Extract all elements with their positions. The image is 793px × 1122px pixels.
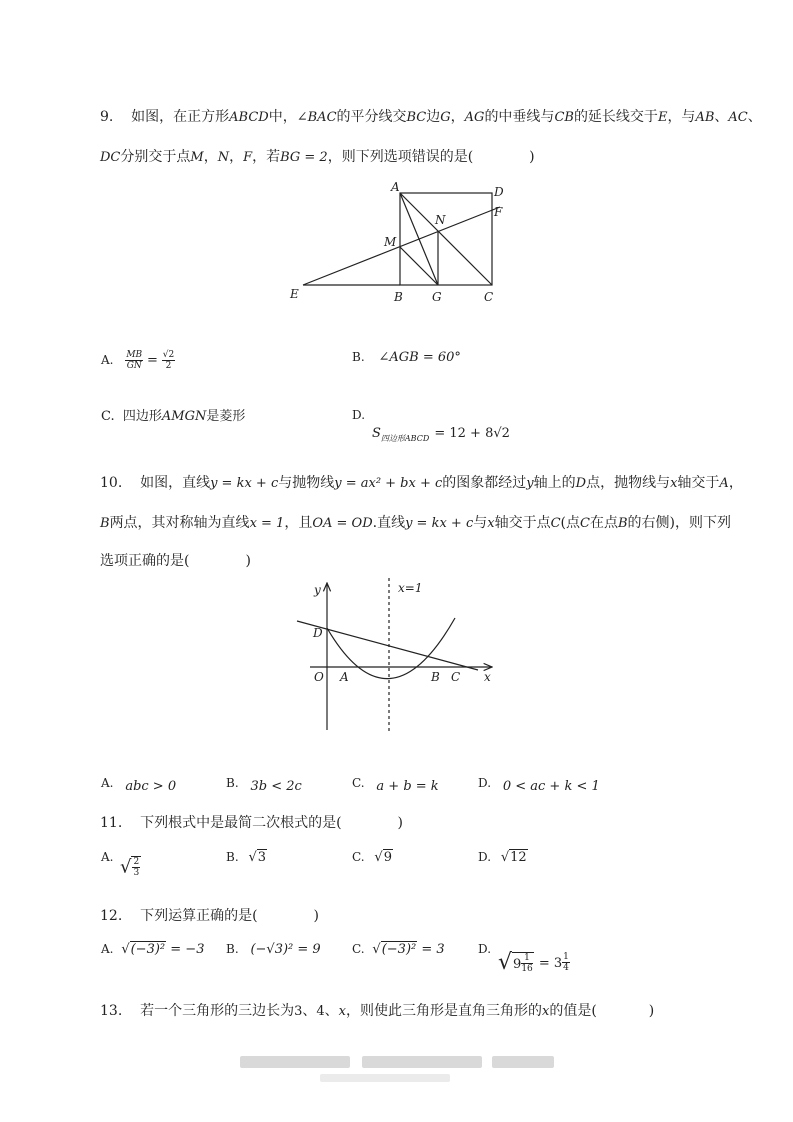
option-text: 是菱形 bbox=[206, 409, 246, 424]
q10-text: 轴交于 bbox=[677, 475, 720, 491]
q13-text: ) bbox=[648, 1003, 655, 1019]
label-y: y bbox=[314, 583, 321, 597]
q10-math: y = kx + c bbox=[210, 476, 279, 491]
q11-option-d: D. √12 bbox=[478, 850, 527, 865]
q9-text: 中， bbox=[268, 109, 297, 125]
q12-option-d-formula bbox=[498, 950, 570, 975]
q9-line-2 bbox=[100, 148, 535, 167]
radicand: 3 bbox=[257, 850, 267, 865]
label-m: M bbox=[384, 235, 397, 249]
label-e: E bbox=[290, 287, 299, 301]
option-math: AMGN bbox=[161, 409, 207, 424]
label-d: D bbox=[494, 185, 504, 199]
fraction-numerator: MB bbox=[126, 350, 143, 360]
q9-math: DC bbox=[100, 150, 121, 165]
option-letter: D. bbox=[478, 776, 492, 790]
label-b: B bbox=[431, 670, 440, 684]
option-letter: A. bbox=[101, 776, 114, 790]
q12-option-c: C. √(−3)² = 3 bbox=[352, 942, 445, 957]
q9-math: CB bbox=[554, 110, 574, 125]
q10-option-b bbox=[226, 776, 302, 794]
q9-math: G bbox=[440, 110, 451, 125]
q9-text: 的延长线交于 bbox=[573, 109, 658, 125]
q13-math: 4 bbox=[316, 1004, 325, 1019]
fraction-denominator: 2 bbox=[165, 361, 172, 371]
q9-text: ，若 bbox=[252, 149, 281, 165]
q10-line-2 bbox=[100, 514, 731, 533]
q13-line-1 bbox=[100, 1002, 654, 1021]
q11-option-c: C. √9 bbox=[352, 850, 392, 865]
q10-math: A bbox=[719, 476, 729, 491]
q9-geometry-figure bbox=[285, 178, 515, 306]
q10-text: ) bbox=[245, 553, 251, 569]
sqrt-symbol: √ bbox=[498, 950, 513, 975]
label-a: A bbox=[340, 670, 349, 684]
diagonal-ac bbox=[400, 193, 492, 285]
q9-text: ，则下列选项错误的是( bbox=[327, 149, 474, 165]
line-dc bbox=[297, 621, 478, 670]
q9-option-c bbox=[101, 408, 245, 426]
label-a: A bbox=[391, 180, 400, 194]
q10-text: 与抛物线 bbox=[278, 475, 335, 491]
q9-math: ABCD bbox=[229, 110, 269, 125]
radicand: 12 bbox=[510, 850, 527, 865]
radicand: (−3)² bbox=[130, 942, 166, 957]
q10-text: 两点，其对称轴为直线 bbox=[109, 515, 250, 531]
q10-math: C bbox=[550, 516, 561, 531]
q10-text: .直线 bbox=[372, 515, 406, 531]
q10-math: y = ax² + bx + c bbox=[334, 476, 443, 491]
q9-math: AB bbox=[695, 110, 715, 125]
fraction-denominator: GN bbox=[126, 361, 142, 371]
q13-text: 的值是( bbox=[549, 1003, 597, 1019]
q9-text: 边 bbox=[426, 109, 441, 125]
label-x-equals-1: x=1 bbox=[398, 581, 423, 595]
q10-math: y bbox=[526, 476, 534, 491]
q12-text: ) bbox=[313, 908, 320, 924]
q10-text: 如图，直线 bbox=[140, 475, 211, 491]
q9-option-d-formula bbox=[372, 422, 510, 444]
q10-text: 选项正确的是( bbox=[100, 553, 190, 569]
option-letter: A. bbox=[101, 850, 114, 864]
q13-math: x bbox=[541, 1004, 550, 1019]
q10-math: OA = OD bbox=[312, 516, 373, 531]
q10-option-d bbox=[478, 776, 600, 794]
option-letter: B. bbox=[226, 942, 239, 956]
q9-math: AC bbox=[728, 110, 748, 125]
q10-line-1 bbox=[100, 474, 743, 493]
fraction-numerator: 1 bbox=[563, 952, 569, 962]
option-letter: B. bbox=[226, 776, 239, 790]
area-symbol: S bbox=[372, 426, 381, 441]
q10-math: C bbox=[580, 516, 590, 531]
q10-graph-figure bbox=[290, 576, 500, 736]
q9-text: 、 bbox=[714, 109, 729, 125]
label-x: x bbox=[484, 670, 491, 684]
mixed-integer: 9 bbox=[513, 956, 522, 972]
q11-option-a bbox=[101, 850, 113, 864]
q12-line-1 bbox=[100, 907, 319, 925]
q9-text: 如图，在正方形 bbox=[131, 109, 230, 125]
fraction-root2-2 bbox=[162, 350, 175, 371]
label-c: C bbox=[484, 290, 494, 304]
q12-number: 12. bbox=[100, 908, 123, 924]
option-text: a + b = k bbox=[376, 779, 439, 794]
q9-text: 的中垂线与 bbox=[484, 109, 555, 125]
blur-block bbox=[240, 1056, 350, 1068]
radicand: (−3)² bbox=[381, 942, 417, 957]
option-letter: B. bbox=[226, 850, 239, 864]
fraction-denominator: 16 bbox=[521, 963, 533, 974]
q10-math: B bbox=[100, 516, 110, 531]
q13-text: 若一个三角形的三边长为 bbox=[140, 1003, 295, 1019]
q9-text: ， bbox=[450, 109, 465, 125]
label-c: C bbox=[451, 670, 461, 684]
q13-number: 13. bbox=[100, 1003, 123, 1019]
option-letter: A. bbox=[101, 353, 114, 367]
q9-math: BC bbox=[406, 110, 427, 125]
option-letter: C. bbox=[352, 942, 365, 956]
q13-text: 、 bbox=[302, 1003, 317, 1019]
q9-option-d bbox=[352, 408, 365, 422]
q10-text: 点，抛物线与 bbox=[586, 475, 671, 491]
label-b: B bbox=[394, 290, 403, 304]
blur-block bbox=[362, 1056, 482, 1068]
q9-text: 的平分线交 bbox=[336, 109, 407, 125]
blur-block bbox=[492, 1056, 554, 1068]
option-letter: A. bbox=[101, 942, 114, 956]
fraction-1-4 bbox=[562, 952, 570, 973]
q11-option-a-formula bbox=[120, 856, 141, 878]
option-text: (−√3)² = 9 bbox=[250, 942, 321, 957]
q9-number: 9. bbox=[100, 109, 114, 125]
q10-text: 在点 bbox=[589, 515, 618, 531]
q10-text: 轴交于点 bbox=[494, 515, 551, 531]
q11-text: ) bbox=[397, 815, 404, 831]
q10-text: 的右侧)，则下列 bbox=[627, 515, 731, 531]
q9-text: ) bbox=[529, 149, 535, 165]
option-letter: C. bbox=[352, 776, 365, 790]
q9-math: F bbox=[243, 150, 253, 165]
q9-option-a bbox=[101, 350, 175, 371]
radicand: 9 bbox=[383, 850, 392, 865]
q11-number: 11. bbox=[100, 815, 123, 831]
q13-text: 、 bbox=[324, 1003, 339, 1019]
q13-math: 3 bbox=[294, 1004, 303, 1019]
q11-line-1 bbox=[100, 814, 403, 832]
q10-math: B bbox=[617, 516, 628, 531]
q9-text: ，与 bbox=[667, 109, 696, 125]
q10-text: 轴上的 bbox=[533, 475, 576, 491]
fraction-denominator: 4 bbox=[563, 963, 569, 973]
q9-math: M bbox=[190, 150, 204, 165]
option-letter: D. bbox=[478, 942, 492, 956]
option-text: = 12 + 8√2 bbox=[434, 426, 510, 441]
fraction-numerator: √2 bbox=[162, 350, 175, 360]
q9-math: BG = 2 bbox=[280, 150, 328, 165]
q9-text: ， bbox=[229, 149, 244, 165]
perpendicular-bisector-ef bbox=[303, 207, 500, 285]
q9-text: 、 bbox=[747, 109, 762, 125]
q9-option-b bbox=[352, 350, 461, 365]
area-subscript: 四边形ABCD bbox=[380, 434, 430, 443]
option-text: = −3 bbox=[170, 942, 205, 957]
option-text: = 3 bbox=[538, 956, 563, 971]
q12-option-d bbox=[478, 942, 491, 956]
q10-math: D bbox=[575, 476, 587, 491]
q13-text: ，则使此三角形是直角三角形的 bbox=[345, 1003, 542, 1019]
q10-option-a bbox=[101, 776, 177, 794]
q10-text: 的图象都经过 bbox=[442, 475, 527, 491]
option-text: 四边形 bbox=[122, 409, 162, 424]
label-f: F bbox=[494, 205, 503, 219]
fraction-numerator: 2 bbox=[133, 857, 140, 867]
q9-math: E bbox=[657, 110, 668, 125]
segment-mg bbox=[400, 247, 438, 285]
q9-text: ， bbox=[203, 149, 218, 165]
q10-text: (点 bbox=[560, 515, 580, 531]
q12-option-a: A. √(−3)² = −3 bbox=[101, 942, 205, 957]
option-letter: D. bbox=[352, 408, 366, 422]
label-g: G bbox=[432, 290, 442, 304]
fraction-1-16 bbox=[521, 953, 532, 974]
q10-option-c bbox=[352, 776, 439, 794]
blur-block bbox=[320, 1074, 450, 1082]
q10-math: x = 1 bbox=[249, 516, 285, 531]
q9-math: AG bbox=[464, 110, 485, 125]
fraction-numerator: 1 bbox=[521, 953, 532, 964]
equals-sign: = bbox=[146, 353, 158, 368]
q12-option-b bbox=[226, 942, 321, 957]
q9-math: ∠BAC bbox=[296, 110, 337, 125]
option-text: ∠AGB = 60° bbox=[378, 350, 461, 365]
fraction-mb-gn bbox=[125, 350, 143, 371]
option-letter: D. bbox=[478, 850, 492, 864]
q10-math: y = kx + c bbox=[405, 516, 474, 531]
option-text: 3b < 2c bbox=[250, 779, 302, 794]
q10-number: 10. bbox=[100, 475, 123, 491]
option-text: abc > 0 bbox=[125, 779, 177, 794]
q10-math: x bbox=[670, 476, 678, 491]
fraction-2-3 bbox=[131, 856, 141, 878]
q12-text: 下列运算正确的是( bbox=[140, 908, 258, 924]
q10-text: ， bbox=[728, 475, 743, 491]
q10-line-3 bbox=[100, 552, 251, 570]
q13-math: x bbox=[338, 1004, 346, 1019]
q9-text: 分别交于点 bbox=[120, 149, 191, 165]
q10-text: ，且 bbox=[284, 515, 313, 531]
q9-math: N bbox=[217, 150, 230, 165]
option-text: 0 < ac + k < 1 bbox=[502, 779, 600, 794]
sqrt-symbol: √ bbox=[120, 856, 132, 878]
option-letter: C. bbox=[352, 850, 365, 864]
option-letter: B. bbox=[352, 350, 365, 364]
label-n: N bbox=[435, 213, 446, 227]
option-letter: C. bbox=[101, 409, 115, 424]
label-o: O bbox=[314, 670, 324, 684]
q10-text: 与 bbox=[473, 515, 488, 531]
q9-line-1 bbox=[100, 108, 762, 127]
fraction-denominator: 3 bbox=[133, 868, 140, 878]
label-d: D bbox=[313, 626, 323, 640]
q11-option-b: B. √3 bbox=[226, 850, 267, 865]
q11-text: 下列根式中是最简二次根式的是( bbox=[140, 815, 342, 831]
option-text: = 3 bbox=[421, 942, 445, 957]
q10-math: x bbox=[487, 516, 495, 531]
